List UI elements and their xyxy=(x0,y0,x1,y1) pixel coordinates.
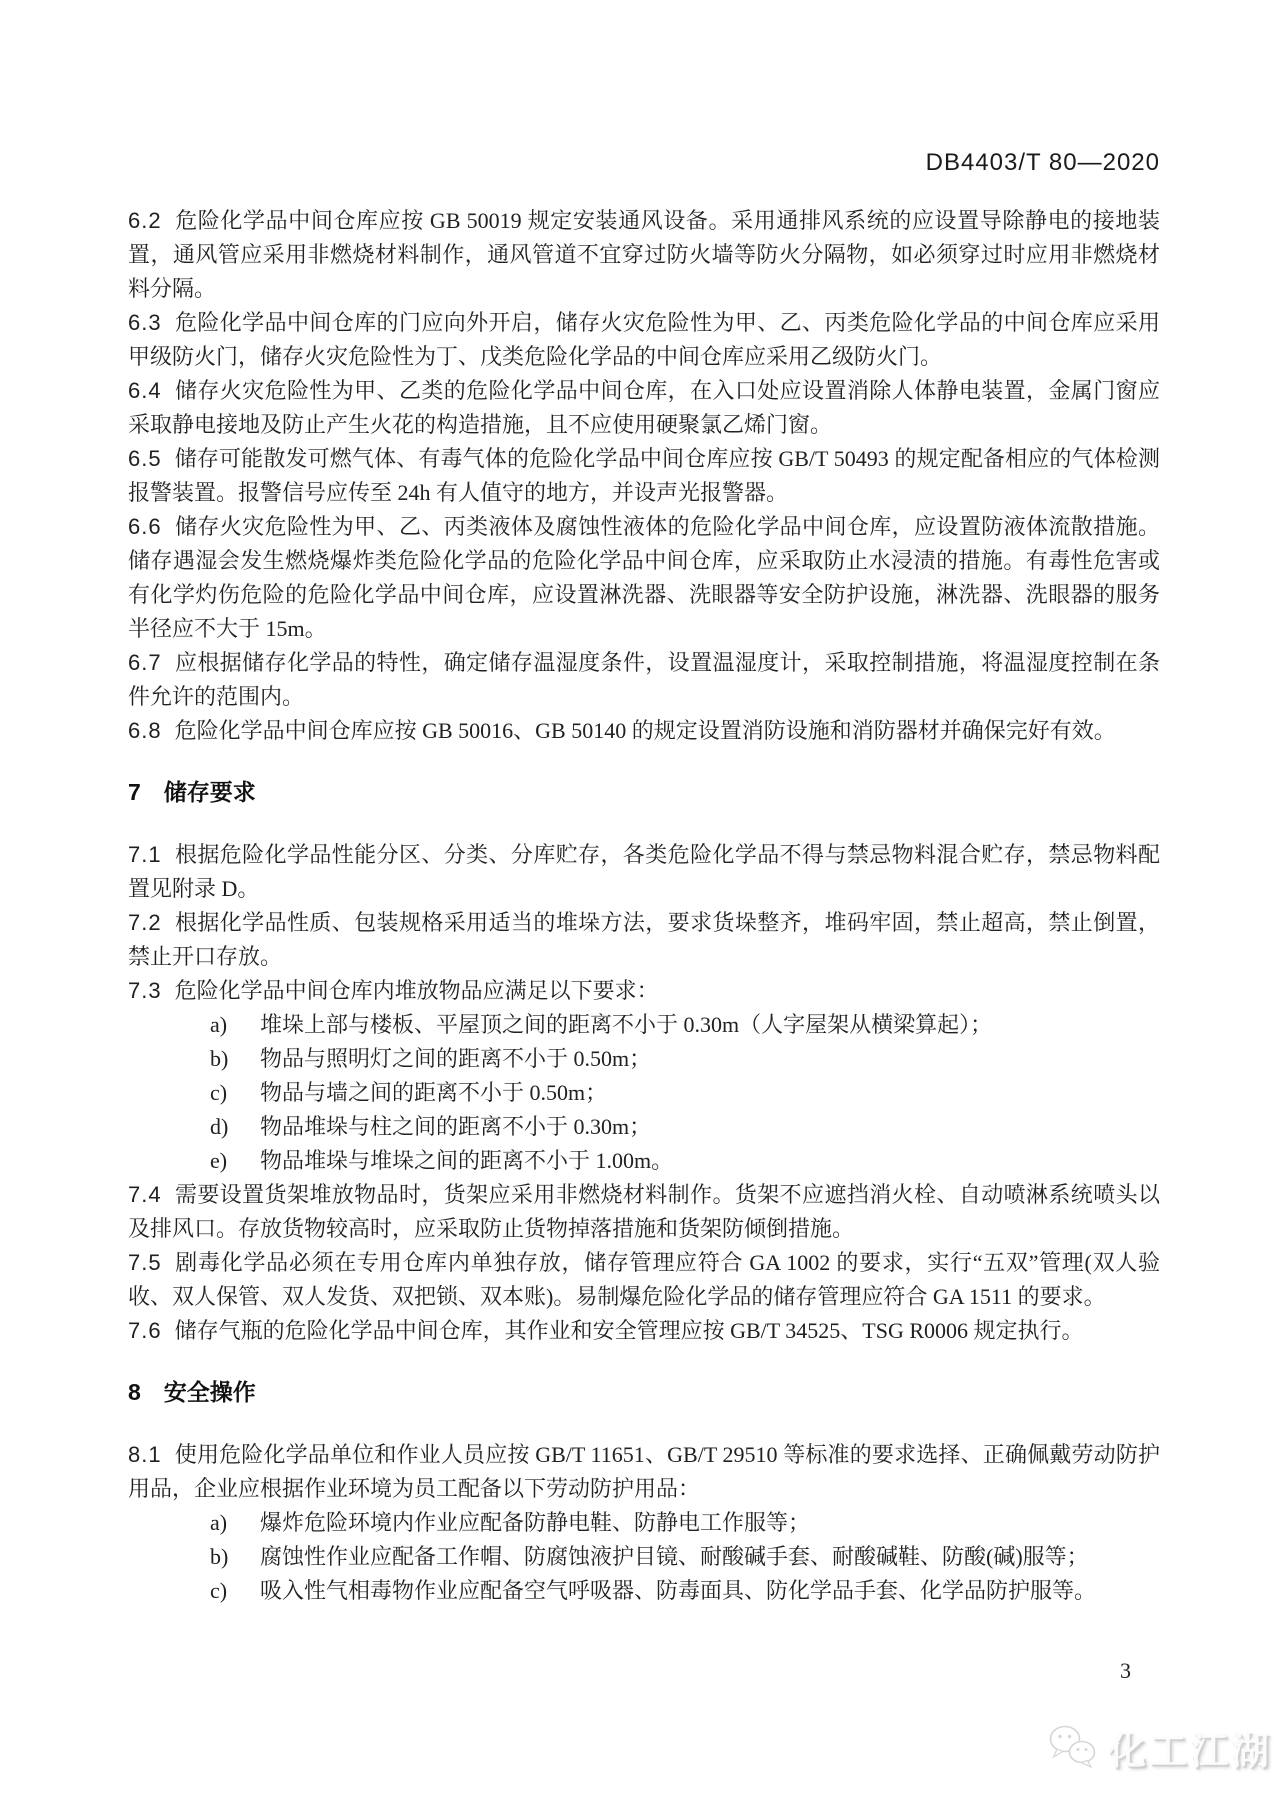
clause-7-2 xyxy=(128,906,1160,974)
list-item-label: e) xyxy=(210,1148,228,1173)
clause-number: 6.2 xyxy=(128,208,162,233)
list-item-label: c) xyxy=(210,1080,228,1105)
watermark xyxy=(1046,1720,1272,1775)
list-item-7-3-e xyxy=(128,1144,1160,1178)
clause-number: 7.5 xyxy=(128,1250,162,1275)
clause-number: 6.4 xyxy=(128,378,162,403)
list-item-label: b) xyxy=(210,1544,229,1569)
clause-number: 8.1 xyxy=(128,1442,162,1467)
list-item-8-1-c xyxy=(128,1574,1160,1608)
clause-number: 6.7 xyxy=(128,650,162,675)
list-item-7-3-a xyxy=(128,1008,1160,1042)
list-item-label: a) xyxy=(210,1510,228,1535)
list-item-label: c) xyxy=(210,1578,228,1603)
clause-text: 使用危险化学品单位和作业人员应按 GB/T 11651、GB/T 29510 等标准的要求选择、正确佩戴劳动防护用品，企业应根据作业环境为员工配备以下劳动防护用品： xyxy=(128,1442,1160,1501)
clause-text: 危险化学品中间仓库应按 GB 50019 规定安装通风设备。采用通排风系统的应设置导除静电的接地装置，通风管应采用非燃烧材料制作，通风管道不宜穿过防火墙等防火分隔物，如必须穿过时应用非燃烧材料分隔。 xyxy=(128,208,1160,301)
clause-text: 需要设置货架堆放物品时，货架应采用非燃烧材料制作。货架不应遮挡消火栓、自动喷淋系统喷头以及排风口。存放货物较高时，应采取防止货物掉落措施和货架防倾倒措施。 xyxy=(128,1182,1160,1241)
list-item-8-1-b xyxy=(128,1540,1160,1574)
clause-text: 危险化学品中间仓库的门应向外开启，储存火灾危险性为甲、乙、丙类危险化学品的中间仓库应采用甲级防火门，储存火灾危险性为丁、戊类危险化学品的中间仓库应采用乙级防火门。 xyxy=(128,310,1160,369)
clause-text: 剧毒化学品必须在专用仓库内单独存放，储存管理应符合 GA 1002 的要求，实行“五双”管理(双人验收、双人保管、双人发货、双把锁、双本账)。易制爆危险化学品的储存管理应符合 GA 1511 的要求。 xyxy=(128,1250,1160,1309)
page-number: 3 xyxy=(1120,1658,1131,1683)
clause-text: 储存火灾危险性为甲、乙、丙类液体及腐蚀性液体的危险化学品中间仓库，应设置防液体流散措施。储存遇湿会发生燃烧爆炸类危险化学品的危险化学品中间仓库，应采取防止水浸渍的措施。有毒性危害或有化学灼伤危险的危险化学品中间仓库，应设置淋洗器、洗眼器等安全防护设施，淋洗器、洗眼器的服务半径应不大于 15m。 xyxy=(128,514,1160,641)
section-title: 储存要求 xyxy=(163,779,256,805)
list-item-label: d) xyxy=(210,1114,229,1139)
section-heading-7 xyxy=(128,775,1160,809)
clause-6-5 xyxy=(128,442,1160,510)
clause-number: 6.6 xyxy=(128,514,162,539)
clause-7-5 xyxy=(128,1246,1160,1314)
list-item-label: b) xyxy=(210,1046,229,1071)
clause-text: 根据化学品性质、包装规格采用适当的堆垛方法，要求货垛整齐，堆码牢固，禁止超高，禁止倒置，禁止开口存放。 xyxy=(128,910,1160,969)
clause-7-3 xyxy=(128,974,1160,1008)
list-item-text: 吸入性气相毒物作业应配备空气呼吸器、防毒面具、防化学品手套、化学品防护服等。 xyxy=(260,1578,1097,1603)
clause-text: 危险化学品中间仓库应按 GB 50016、GB 50140 的规定设置消防设施和消防器材并确保完好有效。 xyxy=(174,718,1116,743)
clause-number: 7.2 xyxy=(128,910,162,935)
list-item-text: 腐蚀性作业应配备工作帽、防腐蚀液护目镜、耐酸碱手套、耐酸碱鞋、防酸(碱)服等； xyxy=(260,1544,1089,1569)
clause-6-8 xyxy=(128,714,1160,748)
standard-code-header: DB4403/T 80—2020 xyxy=(925,149,1160,176)
list-item-text: 爆炸危险环境内作业应配备防静电鞋、防静电工作服等； xyxy=(260,1510,811,1535)
section-title: 安全操作 xyxy=(163,1379,256,1405)
clause-number: 6.5 xyxy=(128,446,162,471)
clause-6-4 xyxy=(128,374,1160,442)
clause-number: 7.6 xyxy=(128,1318,162,1343)
list-item-7-3-b xyxy=(128,1042,1160,1076)
list-item-8-1-a xyxy=(128,1506,1160,1540)
clause-6-7 xyxy=(128,646,1160,714)
clause-text: 应根据储存化学品的特性，确定储存温湿度条件，设置温湿度计，采取控制措施，将温湿度控制在条件允许的范围内。 xyxy=(128,650,1160,709)
clause-6-3 xyxy=(128,306,1160,374)
clause-number: 7.4 xyxy=(128,1182,162,1207)
clause-8-1 xyxy=(128,1438,1160,1506)
list-item-label: a) xyxy=(210,1012,228,1037)
clause-text: 危险化学品中间仓库内堆放物品应满足以下要求： xyxy=(174,978,659,1003)
list-item-text: 物品与墙之间的距离不小于 0.50m； xyxy=(260,1080,608,1105)
list-item-text: 堆垛上部与楼板、平屋顶之间的距离不小于 0.30m（人字屋架从横梁算起）； xyxy=(260,1012,993,1037)
clause-7-6 xyxy=(128,1314,1160,1348)
clause-6-6 xyxy=(128,510,1160,646)
list-item-text: 物品堆垛与柱之间的距离不小于 0.30m； xyxy=(260,1114,652,1139)
list-item-text: 物品与照明灯之间的距离不小于 0.50m； xyxy=(260,1046,652,1071)
list-item-text: 物品堆垛与堆垛之间的距离不小于 1.00m。 xyxy=(260,1148,674,1173)
document-body xyxy=(128,148,1160,1608)
clause-text: 储存气瓶的危险化学品中间仓库，其作业和安全管理应按 GB/T 34525、TSG R0006 规定执行。 xyxy=(174,1318,1084,1343)
clause-7-4 xyxy=(128,1178,1160,1246)
clause-number: 6.3 xyxy=(128,310,162,335)
clause-6-2 xyxy=(128,204,1160,306)
section-heading-8 xyxy=(128,1375,1160,1409)
clause-number: 7.1 xyxy=(128,842,162,867)
section-number: 8 xyxy=(128,1379,142,1405)
clause-number: 7.3 xyxy=(128,978,162,1003)
list-item-7-3-c xyxy=(128,1076,1160,1110)
clause-number: 6.8 xyxy=(128,718,162,743)
list-item-7-3-d xyxy=(128,1110,1160,1144)
watermark-text: 化工江湖 xyxy=(1108,1731,1273,1773)
clause-7-1 xyxy=(128,838,1160,906)
section-number: 7 xyxy=(128,779,142,805)
clause-text: 储存可能散发可燃气体、有毒气体的危险化学品中间仓库应按 GB/T 50493 的规定配备相应的气体检测报警装置。报警信号应传至 24h 有人值守的地方，并设声光报警器。 xyxy=(128,446,1160,505)
clause-text: 根据危险化学品性能分区、分类、分库贮存，各类危险化学品不得与禁忌物料混合贮存，禁忌物料配置见附录 D。 xyxy=(128,842,1160,901)
wechat-icon xyxy=(1046,1722,1100,1774)
clause-text: 储存火灾危险性为甲、乙类的危险化学品中间仓库，在入口处应设置消除人体静电装置，金属门窗应采取静电接地及防止产生火花的构造措施，且不应使用硬聚氯乙烯门窗。 xyxy=(128,378,1160,437)
